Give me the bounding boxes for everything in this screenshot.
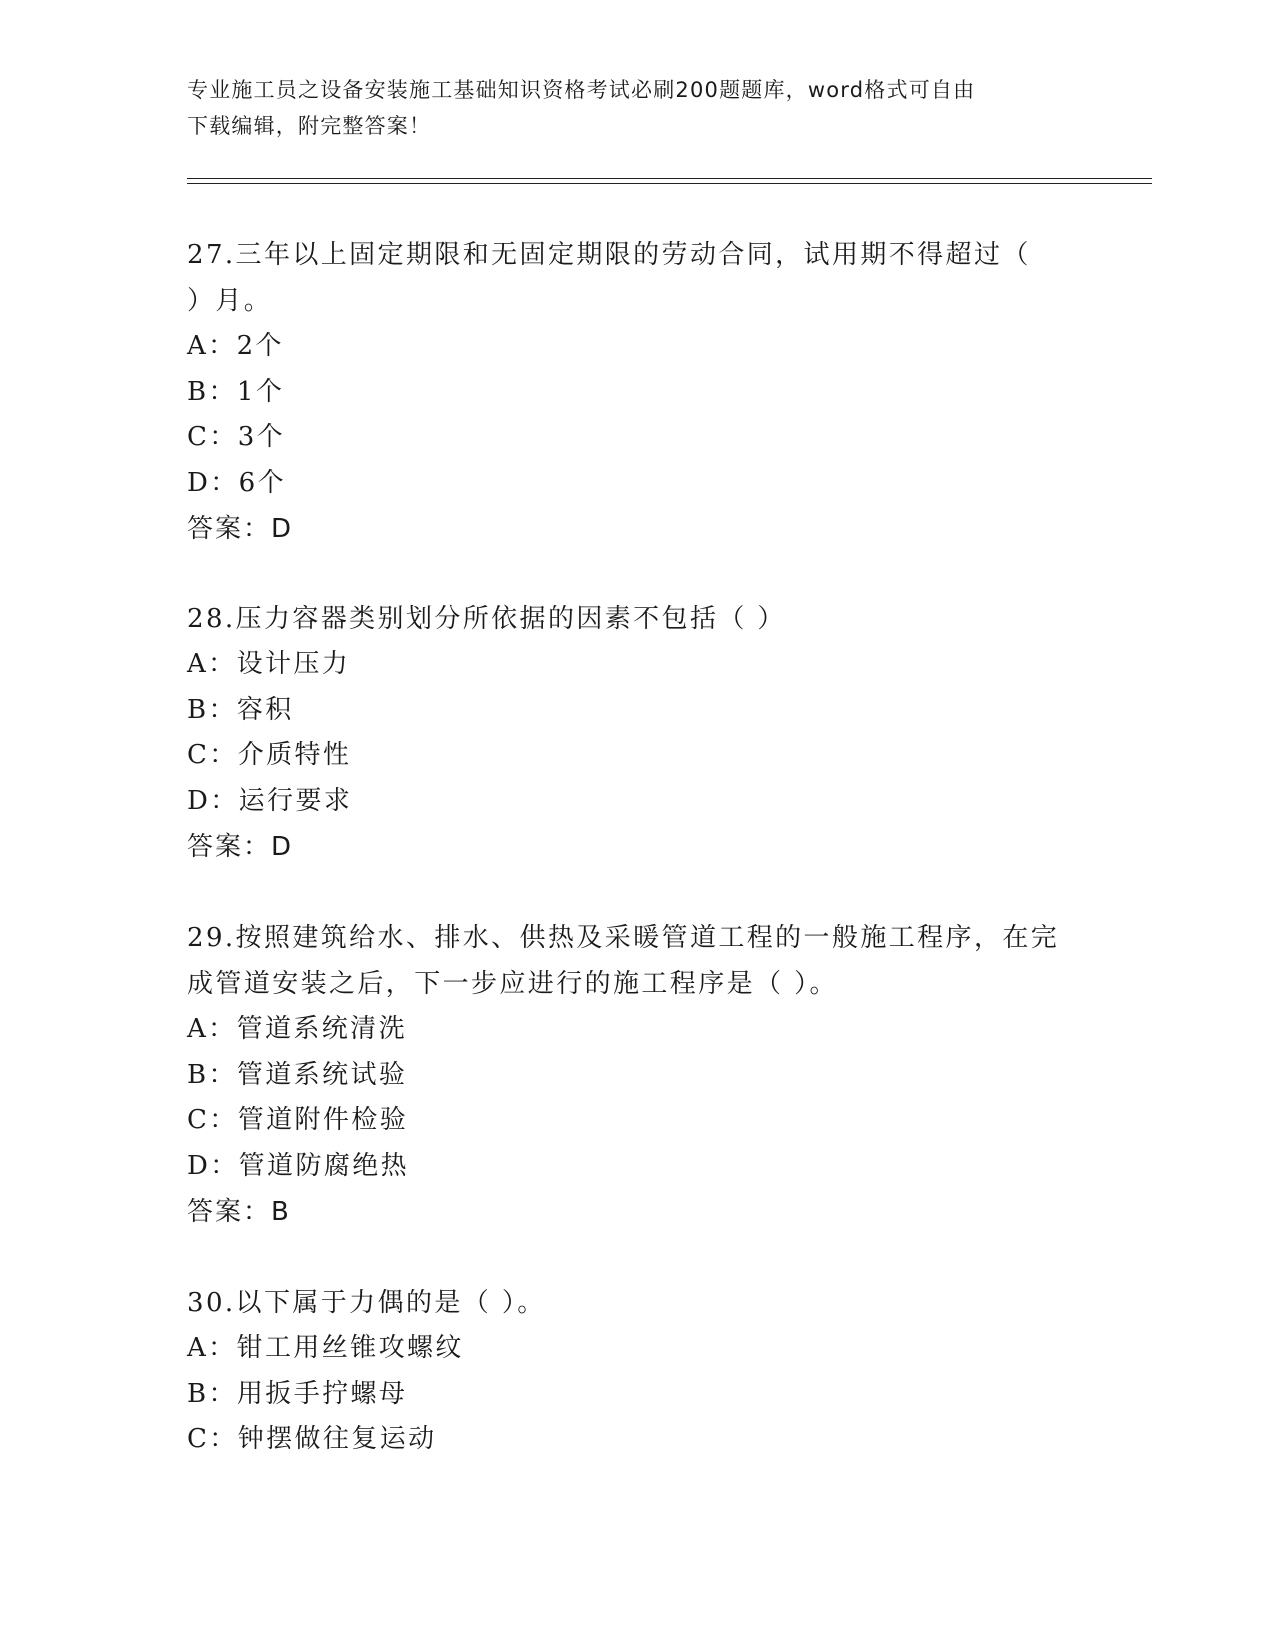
option-a: A：钳工用丝锥攻螺纹 — [187, 1333, 464, 1363]
question-stem: 29.按照建筑给水、排水、供热及采暖管道工程的一般施工程序，在完 — [187, 923, 1060, 953]
question-stem: 27.三年以上固定期限和无固定期限的劳动合同，试用期不得超过（ — [187, 240, 1031, 270]
option-b: B：用扳手拧螺母 — [187, 1378, 408, 1409]
option-a: A：2个 — [187, 331, 284, 361]
header-line-2: 下载编辑，附完整答案！ — [187, 114, 432, 138]
option-a: A：设计压力 — [187, 649, 351, 679]
question-stem-continued: 成管道安装之后，下一步应进行的施工程序是（ ）。 — [187, 969, 838, 999]
question-stem: 30.以下属于力偶的是（ ）。 — [187, 1288, 546, 1318]
option-a: A：管道系统清洗 — [187, 1014, 407, 1044]
option-c: C：管道附件检验 — [187, 1105, 409, 1135]
option-c: C：钟摆做往复运动 — [187, 1424, 437, 1454]
question-29 — [187, 915, 1087, 1235]
option-b: B：容积 — [187, 694, 294, 725]
question-30 — [187, 1280, 1087, 1463]
header-line-1: 专业施工员之设备安装施工基础知识资格考试必刷200题题库，word格式可自由 — [187, 78, 976, 102]
answer: 答案：D — [187, 514, 294, 544]
header-divider-top — [187, 178, 1152, 179]
option-b: B：管道系统试验 — [187, 1059, 408, 1090]
question-27 — [187, 232, 1087, 552]
answer: 答案：B — [187, 1197, 291, 1227]
option-c: C：介质特性 — [187, 740, 352, 770]
question-stem: 28.压力容器类别划分所依据的因素不包括（ ） — [187, 604, 786, 634]
question-28 — [187, 596, 1087, 870]
question-stem-continued: ）月。 — [187, 286, 273, 316]
answer: 答案：D — [187, 832, 294, 862]
option-d: D：6个 — [187, 467, 286, 498]
option-d: D：运行要求 — [187, 785, 353, 816]
option-d: D：管道防腐绝热 — [187, 1150, 410, 1181]
document-header — [187, 72, 1087, 144]
option-b: B：1个 — [187, 376, 285, 407]
option-c: C：3个 — [187, 422, 286, 452]
header-divider-bottom — [187, 183, 1152, 184]
